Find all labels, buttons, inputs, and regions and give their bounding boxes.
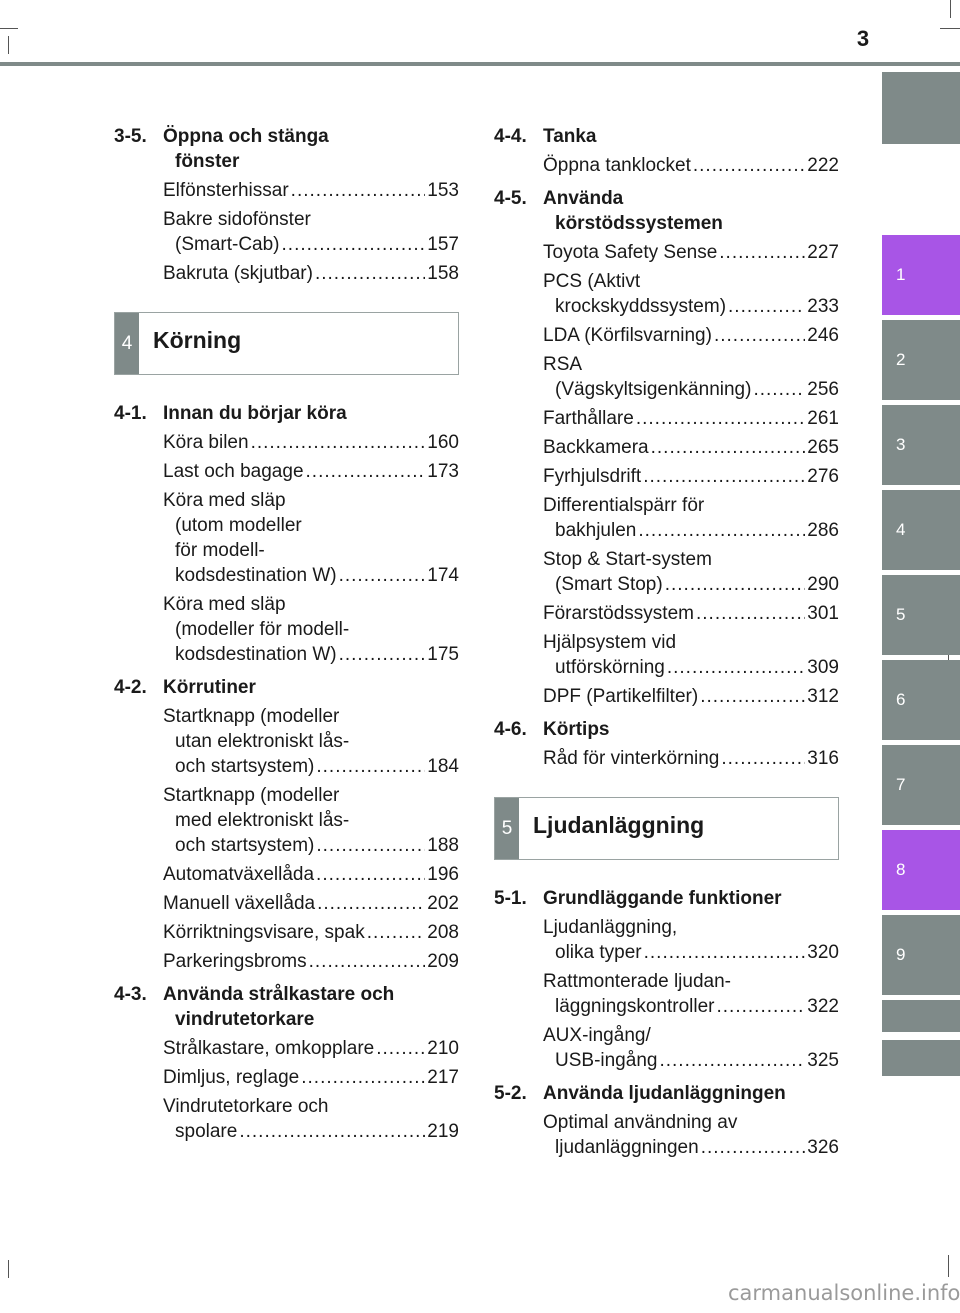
dot-leader: [309, 949, 426, 974]
page-ref: 222: [807, 155, 839, 176]
crop-mark: [0, 28, 18, 29]
toc-entry-line: AUX-ingång/: [543, 1025, 651, 1046]
toc-entry-line: läggningskontroller: [555, 996, 715, 1017]
toc-entry[interactable]: [494, 406, 839, 431]
page-ref: 326: [807, 1137, 839, 1158]
section-heading[interactable]: [494, 717, 839, 742]
dot-leader: [659, 1048, 805, 1073]
toc-entry-line: Startknapp (modeller: [163, 706, 340, 727]
page-ref: 173: [427, 461, 459, 482]
toc-entry-line: Strålkastare, omkopplare: [163, 1038, 375, 1059]
toc-entry-line: Optimal användning av: [543, 1112, 738, 1133]
toc-entry-line: kodsdestination W): [175, 565, 337, 586]
toc-entry-line: PCS (Aktivt: [543, 271, 641, 292]
toc-entry[interactable]: [114, 178, 459, 203]
dot-leader: [665, 572, 806, 597]
toc-entry-line: Backkamera: [543, 437, 649, 458]
section-number: 3-5.: [114, 126, 147, 147]
toc-entry-line: Ljudanläggning,: [543, 917, 678, 938]
section-heading[interactable]: [114, 124, 459, 174]
toc-entry[interactable]: [494, 684, 839, 709]
chapter-tab-1[interactable]: [882, 235, 960, 315]
toc-entry-line: kodsdestination W): [175, 644, 337, 665]
section-title-line: vindrutetorkare: [175, 1009, 315, 1030]
toc-entry[interactable]: [114, 1094, 459, 1144]
toc-entry-line: Startknapp (modeller: [163, 785, 340, 806]
toc-entry[interactable]: [494, 1023, 839, 1073]
toc-entry-line: Toyota Safety Sense: [543, 242, 718, 263]
crop-mark: [948, 1255, 949, 1277]
page-ref: 174: [427, 565, 459, 586]
toc-entry-line: LDA (Körfilsvarning): [543, 325, 712, 346]
chapter-tab-label: 7: [896, 775, 906, 794]
toc-entry-line: (modeller för modell-: [175, 619, 350, 640]
chapter-tab-label: 2: [896, 350, 906, 369]
toc-entry-line: RSA: [543, 354, 583, 375]
section-number: 4-5.: [494, 188, 527, 209]
chapter-tab-7[interactable]: [882, 745, 960, 825]
page-ref: 265: [807, 437, 839, 458]
page-ref: 325: [807, 1050, 839, 1071]
toc-entry-line: Rattmonterade ljudan-: [543, 971, 731, 992]
section-heading[interactable]: [494, 186, 839, 236]
toc-entry-line: Vindrutetorkare och: [163, 1096, 329, 1117]
dot-leader: [316, 862, 425, 887]
chapter-tab-label: 1: [896, 265, 906, 284]
crop-mark: [8, 1260, 9, 1278]
page-ref: 227: [807, 242, 839, 263]
chapter-tab-label: 6: [896, 690, 906, 709]
toc-entry-line: Köra med släp: [163, 490, 286, 511]
toc-entry[interactable]: [114, 920, 459, 945]
chapter-tab-8[interactable]: [882, 830, 960, 910]
dot-leader: [719, 240, 805, 265]
page-ref: 301: [807, 603, 839, 624]
toc-entry[interactable]: [114, 1036, 459, 1061]
dot-leader: [667, 655, 805, 680]
chapter-header: [494, 797, 839, 860]
page-ref: 153: [427, 180, 459, 201]
toc-entry[interactable]: [114, 207, 459, 257]
dot-leader: [315, 261, 425, 286]
watermark: carmanualsonline.info: [728, 1281, 960, 1305]
toc-entry[interactable]: [114, 1065, 459, 1090]
section-title: [114, 401, 459, 426]
dot-leader: [339, 642, 426, 667]
toc-entry-line: med elektroniskt lås-: [175, 810, 350, 831]
toc-entry[interactable]: [494, 240, 839, 265]
toc-entry-line: olika typer: [555, 942, 642, 963]
toc-entry-line: USB-ingång: [555, 1050, 658, 1071]
toc-entry-line: (utom modeller: [175, 515, 302, 536]
chapter-tab-6[interactable]: [882, 660, 960, 740]
dot-leader: [714, 323, 805, 348]
toc-entry-line: Differentialspärr för: [543, 495, 705, 516]
toc-entry-line: DPF (Partikelfilter): [543, 686, 699, 707]
toc-entry[interactable]: [494, 352, 839, 402]
chapter-tab-label: 5: [896, 605, 906, 624]
section-title-line: Använda: [543, 188, 624, 209]
toc-entry-line: och startsystem): [175, 756, 315, 777]
section-title: [114, 124, 459, 174]
chapter-header: [114, 312, 459, 375]
toc-entry[interactable]: [494, 435, 839, 460]
chapter-title: Ljudanläggning: [533, 812, 705, 838]
crop-mark: [950, 0, 951, 18]
section-heading[interactable]: [114, 675, 459, 700]
chapter-tab-5[interactable]: [882, 575, 960, 655]
dot-leader: [367, 920, 426, 945]
section-title: [494, 717, 839, 742]
page-ref: 184: [427, 756, 459, 777]
section-title: [494, 124, 839, 149]
toc-entry-line: Köra med släp: [163, 594, 286, 615]
page-ref: 309: [807, 657, 839, 678]
section-title-line: Tanka: [543, 126, 597, 147]
toc-entry[interactable]: [494, 969, 839, 1019]
chapter-tab-9[interactable]: [882, 915, 960, 995]
toc-entry[interactable]: [494, 746, 839, 771]
dot-leader: [339, 563, 426, 588]
section-title-line: körstödssystemen: [555, 213, 723, 234]
toc-entry-line: Automatväxellåda: [163, 864, 315, 885]
toc-entry-line: (Smart-Cab): [175, 234, 280, 255]
crop-mark: [940, 28, 960, 29]
toc-entry-line: Last och bagage: [163, 461, 304, 482]
toc-entry-line: Elfönsterhissar: [163, 180, 289, 201]
toc-entry-line: utan elektroniskt lås-: [175, 731, 350, 752]
page-ref: 158: [427, 263, 459, 284]
page-ref: 322: [807, 996, 839, 1017]
page-ref: 157: [427, 234, 459, 255]
section-title-line: Körrutiner: [163, 677, 256, 698]
toc-entry-line: Farthållare: [543, 408, 634, 429]
toc-entry-line: Råd för vinterkörning: [543, 748, 720, 769]
section-number: 4-3.: [114, 984, 147, 1005]
page-ref: 219: [427, 1121, 459, 1142]
section-title: [494, 186, 839, 236]
dot-leader: [291, 178, 426, 203]
section-heading[interactable]: [114, 982, 459, 1032]
chapter-tab-blank-11[interactable]: [882, 1040, 960, 1076]
toc-entry[interactable]: [494, 630, 839, 680]
page-ref: 209: [427, 951, 459, 972]
page-ref: 256: [807, 379, 839, 400]
dot-leader: [282, 232, 426, 257]
toc-entry[interactable]: [494, 493, 839, 543]
page-ref: 217: [427, 1067, 459, 1088]
page-ref: 286: [807, 520, 839, 541]
dot-leader: [651, 435, 806, 460]
page-ref: 175: [427, 644, 459, 665]
chapter-tab-4[interactable]: [882, 490, 960, 570]
section-title-line: Grundläggande funktioner: [543, 888, 782, 909]
toc-entry-line: Fyrhjulsdrift: [543, 466, 642, 487]
section-title: [494, 1081, 839, 1106]
chapter-tab-blank-0[interactable]: [882, 72, 960, 144]
section-number: 5-2.: [494, 1083, 527, 1104]
toc-entry-line: ljudanläggningen: [555, 1137, 699, 1158]
toc-entry[interactable]: [114, 891, 459, 916]
toc-entry[interactable]: [114, 592, 459, 667]
toc-entry-line: spolare: [175, 1121, 238, 1142]
page-ref: 210: [427, 1038, 459, 1059]
dot-leader: [239, 1119, 425, 1144]
section-title-line: fönster: [175, 151, 240, 172]
page-ref: 188: [427, 835, 459, 856]
crop-mark: [8, 36, 9, 54]
dot-leader: [696, 601, 805, 626]
chapter-tab-label: 9: [896, 945, 906, 964]
toc-entry-line: Bakruta (skjutbar): [163, 263, 313, 284]
toc-entry[interactable]: [114, 704, 459, 779]
toc-entry-line: Hjälpsystem vid: [543, 632, 677, 653]
page-ref: 246: [807, 325, 839, 346]
dot-leader: [306, 459, 426, 484]
dot-leader: [636, 406, 805, 431]
section-title-line: Innan du börjar köra: [163, 403, 347, 424]
toc-entry-line: (Vägskyltsigenkänning): [555, 379, 752, 400]
section-title: [494, 886, 839, 911]
section-number: 5-1.: [494, 888, 527, 909]
dot-leader: [317, 891, 425, 916]
dot-leader: [644, 940, 806, 965]
toc-entry-line: Köra bilen: [163, 432, 249, 453]
toc-entry[interactable]: [494, 323, 839, 348]
section-title: [114, 982, 459, 1032]
section-number: 4-2.: [114, 677, 147, 698]
section-number: 4-4.: [494, 126, 527, 147]
section-title-line: Öppna och stänga: [163, 126, 329, 147]
toc-entry[interactable]: [114, 261, 459, 286]
dot-leader: [316, 754, 425, 779]
page-ref: 160: [427, 432, 459, 453]
page-ref: 276: [807, 466, 839, 487]
toc-left-column: [114, 116, 459, 1144]
toc-entry-line: Stop & Start-system: [543, 549, 712, 570]
toc-entry[interactable]: [114, 949, 459, 974]
chapter-tab-label: 4: [896, 520, 906, 539]
section-title-line: Använda strålkastare och: [163, 984, 395, 1005]
toc-entry-line: Dimljus, reglage: [163, 1067, 300, 1088]
page-number: 3: [856, 26, 870, 51]
dot-leader: [251, 430, 426, 455]
toc-right-column: [494, 116, 839, 1160]
section-heading[interactable]: [494, 886, 839, 911]
section-heading[interactable]: [494, 124, 839, 149]
toc-entry-line: bakhjulen: [555, 520, 637, 541]
toc-entry[interactable]: [114, 783, 459, 858]
dot-leader: [316, 833, 425, 858]
dot-leader: [717, 994, 806, 1019]
toc-entry[interactable]: [114, 862, 459, 887]
chapter-title: Körning: [153, 327, 242, 353]
chapter-tab-label: 8: [896, 860, 906, 879]
chapter-number: 4: [115, 313, 139, 374]
page-ref: 233: [807, 296, 839, 317]
toc-entry[interactable]: [114, 459, 459, 484]
toc-entry-line: och startsystem): [175, 835, 315, 856]
toc-entry-line: Manuell växellåda: [163, 893, 316, 914]
section-heading[interactable]: [494, 1081, 839, 1106]
toc-entry[interactable]: [494, 915, 839, 965]
page-ref: 316: [807, 748, 839, 769]
page-ref: 208: [427, 922, 459, 943]
chapter-tab-3[interactable]: [882, 405, 960, 485]
chapter-tab-blank-10[interactable]: [882, 1000, 960, 1032]
page-ref: 320: [807, 942, 839, 963]
dot-leader: [638, 518, 805, 543]
toc-entry-line: Bakre sidofönster: [163, 209, 311, 230]
toc-entry-line: Öppna tanklocket: [543, 155, 691, 176]
toc-entry-line: Förarstödssystem: [543, 603, 694, 624]
toc-entry-line: utförskörning: [555, 657, 665, 678]
dot-leader: [643, 464, 805, 489]
dot-leader: [376, 1036, 425, 1061]
toc-entry[interactable]: [494, 464, 839, 489]
section-number: 4-1.: [114, 403, 147, 424]
toc-entry[interactable]: [494, 269, 839, 319]
chapter-tab-label: 3: [896, 435, 906, 454]
section-title: [114, 675, 459, 700]
section-title-line: Körtips: [543, 719, 610, 740]
page-ref: 196: [427, 864, 459, 885]
dot-leader: [693, 153, 805, 178]
chapter-number: 5: [495, 798, 519, 859]
top-rule: [0, 62, 960, 66]
toc-entry[interactable]: [494, 1110, 839, 1160]
toc-entry-line: krockskyddssystem): [555, 296, 727, 317]
section-heading[interactable]: [114, 401, 459, 426]
page-ref: 261: [807, 408, 839, 429]
dot-leader: [301, 1065, 425, 1090]
toc-entry[interactable]: [114, 430, 459, 455]
dot-leader: [701, 1135, 806, 1160]
section-title-line: Använda ljudanläggningen: [543, 1083, 786, 1104]
section-number: 4-6.: [494, 719, 527, 740]
dot-leader: [728, 294, 805, 319]
toc-entry[interactable]: [494, 601, 839, 626]
toc-entry[interactable]: [494, 153, 839, 178]
toc-entry-line: (Smart Stop): [555, 574, 663, 595]
toc-entry-line: för modell-: [175, 540, 265, 561]
dot-leader: [753, 377, 805, 402]
page-ref: 312: [807, 686, 839, 707]
chapter-tab-2[interactable]: [882, 320, 960, 400]
toc-entry[interactable]: [494, 547, 839, 597]
page-ref: 290: [807, 574, 839, 595]
toc-entry[interactable]: [114, 488, 459, 588]
toc-entry-line: Parkeringsbroms: [163, 951, 307, 972]
page-ref: 202: [427, 893, 459, 914]
dot-leader: [721, 746, 805, 771]
toc-entry-line: Körriktningsvisare, spak: [163, 922, 365, 943]
dot-leader: [700, 684, 805, 709]
